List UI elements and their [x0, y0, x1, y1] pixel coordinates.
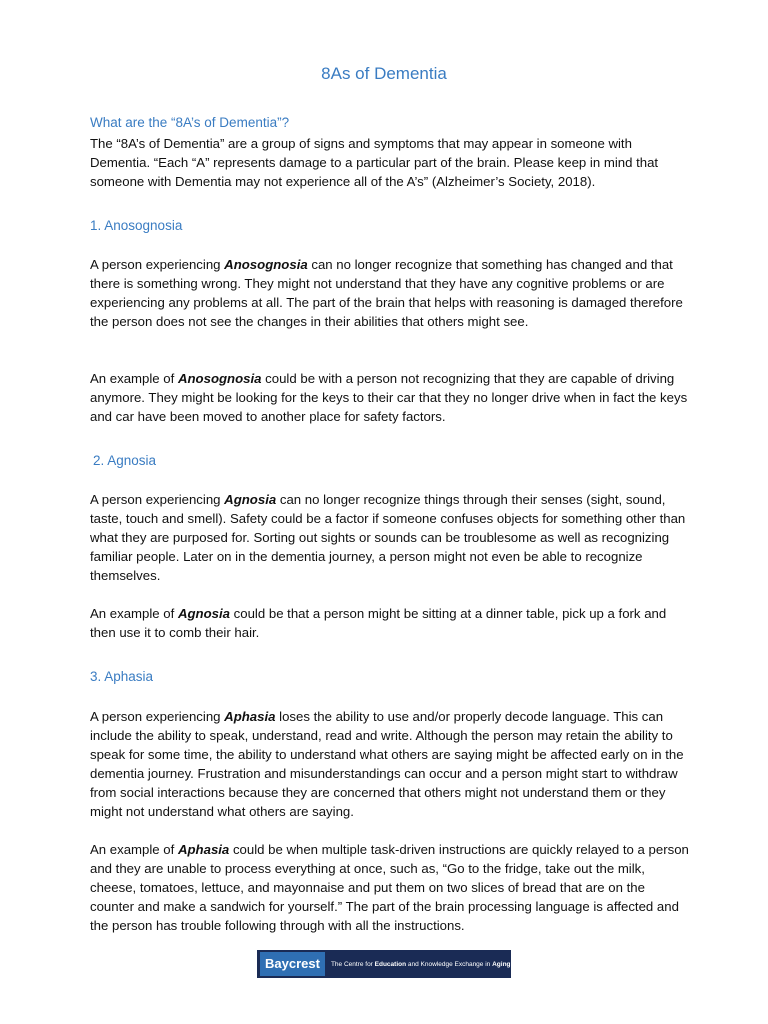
section-aphasia-paragraph-1: A person experiencing Aphasia loses the ability to use and/or properly decode language. This can include the ability to speak, understand, read and write. Although the person may retain the ability to speak for some time, the ability to understand what others are saying might be affected early on in the dementia journey. Frustration and misunderstandings can occur and a person might start to withdraw from social interactions because they are concerned that others might not understand them or they might not understand what others are saying.: [90, 709, 684, 819]
section-heading-anosognosia: 1. Anosognosia: [90, 218, 183, 233]
section-heading-agnosia: 2. Agnosia: [93, 453, 157, 468]
intro-heading: What are the “8A’s of Dementia”?: [90, 115, 290, 130]
intro-paragraph: The “8A’s of Dementia” are a group of signs and symptoms that may appear in someone with Dementia. “Each “A” represents damage to a particular part of the brain. Please keep in mind that someone with Dementia may not experience all of the A’s” (Alzheimer’s Society, 2018).: [90, 136, 659, 189]
term-aphasia: Aphasia: [224, 709, 276, 724]
section-anosognosia-paragraph-1: A person experiencing Anosognosia can no longer recognize that something has changed and that there is something wrong. They might not understand that they have any cognitive problems or are experiencing any problems at all. The part of the brain that helps with reasoning is damaged therefore the person does not see the changes in their abilities that others might see.: [90, 257, 683, 329]
section-anosognosia-paragraph-2: An example of Anosognosia could be with a person not recognizing that they are capable of driving anymore. They might be looking for the keys to their car that they no longer drive when in fact the keys and car have been moved to another place for safety factors.: [90, 371, 688, 424]
term-anosognosia: Anosognosia: [224, 257, 308, 272]
baycrest-logo: [257, 950, 511, 978]
logo-brand: Baycrest: [260, 952, 325, 976]
page-title: 8As of Dementia: [321, 64, 447, 83]
term-aphasia: Aphasia: [177, 842, 230, 857]
term-anosognosia: Anosognosia: [177, 371, 262, 386]
term-agnosia: Agnosia: [224, 492, 277, 507]
section-agnosia-paragraph-1: A person experiencing Agnosia can no longer recognize things through their senses (sight, sound, taste, touch and smell). Safety could be a factor if someone confuses objects for something other than what they are purposed for. Sorting out sights or sounds can be troublesome as well as recognizing familiar people. Later on in the dementia journey, a person might not even be able to recognize themselves.: [90, 492, 686, 583]
term-agnosia: Agnosia: [177, 606, 230, 621]
section-agnosia-paragraph-2: An example of Agnosia could be that a person might be sitting at a dinner table, pick up a fork and then use it to comb their hair.: [90, 606, 667, 640]
section-aphasia-paragraph-2: An example of Aphasia could be when multiple task-driven instructions are quickly relayed to a person and they are unable to process everything at once, such as, “Go to the fridge, take out the milk, cheese, tomatoes, lettuce, and mayonnaise and put them on two slices of bread that are on the counter and make a sandwich for yourself.” The part of the brain processing language is affected and the person has trouble following through with all the instructions.: [90, 842, 689, 933]
section-heading-aphasia: 3. Aphasia: [90, 669, 154, 684]
logo-tagline: The Centre for Education and Knowledge Exchange in Aging: [330, 960, 511, 968]
